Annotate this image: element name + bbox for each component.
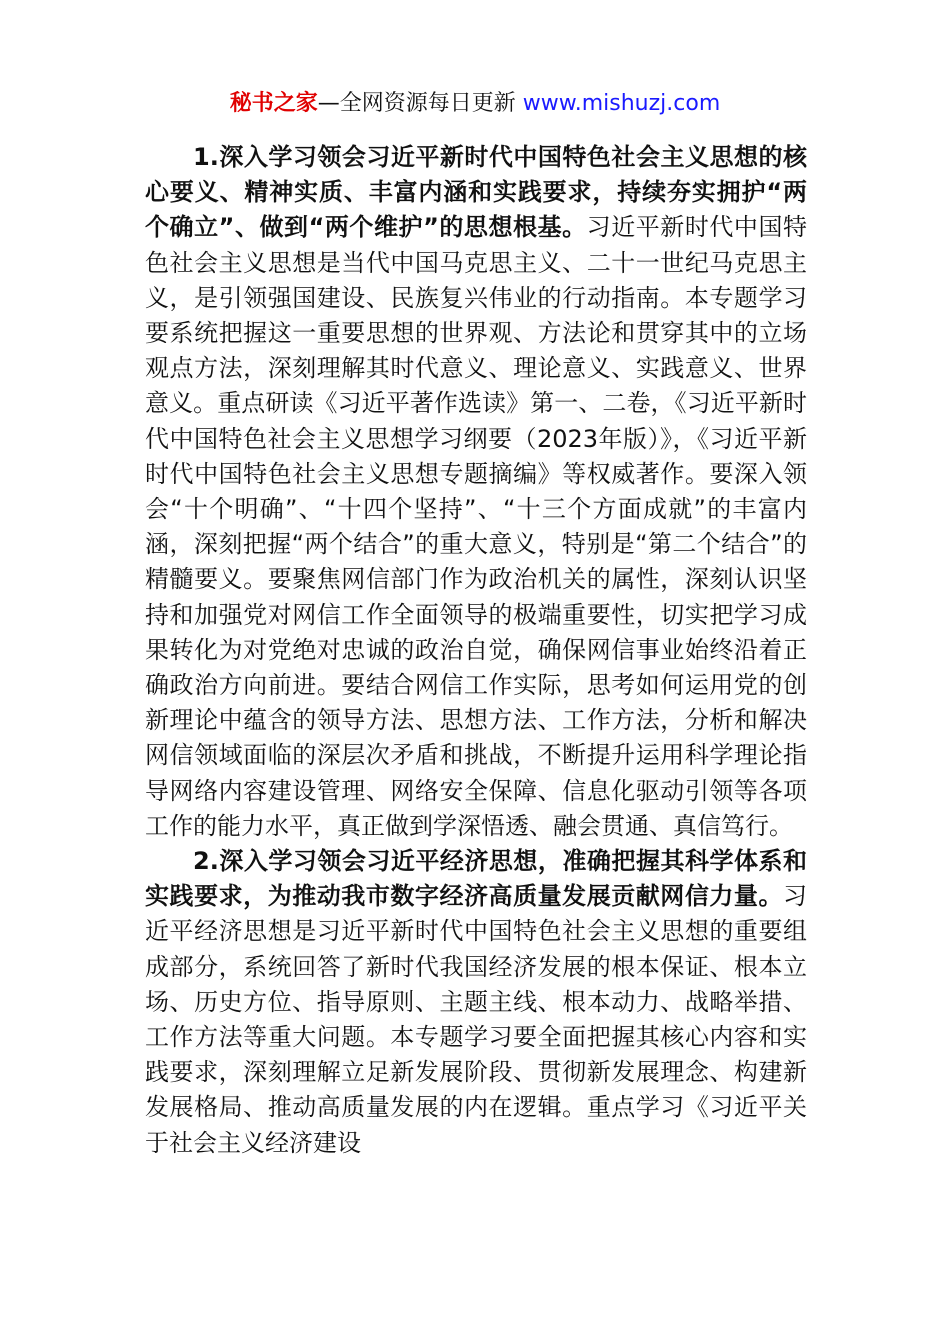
paragraph-1 — [145, 140, 807, 844]
paragraph-1-text: 习近平新时代中国特色社会主义思想是当代中国马克思主义、二十一世纪马克思主义，是引领强国建设、民族复兴伟业的行动指南。本专题学习要系统把握这一重要思想的世界观、方法论和贯穿其中的立场观点方法，深刻理解其时代意义、理论意义、实践意义、世界意义。重点研读《习近平著作选读》第一、二卷，《习近平新时代中国特色社会主义思想学习纲要（2023年版）》，《习近平新时代中国特色社会主义思想专题摘编》等权威著作。要深入领会“十个明确”、“十四个坚持”、“十三个方面成就”的丰富内涵，深刻把握“两个结合”的重大意义，特别是“第二个结合”的精髓要义。要聚焦网信部门作为政治机关的属性，深刻认识坚持和加强党对网信工作全面领导的极端重要性，切实把学习成果转化为对党绝对忠诚的政治自觉，确保网信事业始终沿着正确政治方向前进。要结合网信工作实际，思考如何运用党的创新理论中蕴含的领导方法、思想方法、工作方法，分析和解决网信领域面临的深层次矛盾和挑战，不断提升运用科学理论指导网络内容建设管理、网络安全保障、信息化驱动引领等各项工作的能力水平，真正做到学深悟透、融会贯通、真信笃行。 — [145, 213, 808, 840]
paragraph-2-heading: 2.深入学习领会习近平经济思想，准确把握其科学体系和实践要求，为推动我市数字经济高质量发展贡献网信力量。 — [145, 847, 807, 911]
paragraph-1-heading: 1.深入学习领会习近平新时代中国特色社会主义思想的核心要义、精神实质、丰富内涵和实践要求，持续夯实拥护“两个确立”、做到“两个维护”的思想根基。 — [145, 143, 807, 242]
paragraph-2 — [145, 844, 807, 1161]
page-header — [0, 88, 950, 120]
site-url[interactable]: www.mishuzj.com — [522, 91, 721, 116]
site-tagline: —全网资源每日更新 — [317, 91, 523, 116]
paragraph-2-text: 习近平经济思想是习近平新时代中国特色社会主义思想的重要组成部分，系统回答了新时代我国经济发展的根本保证、根本立场、历史方位、指导原则、主题主线、根本动力、战略举措、工作方法等重大问题。本专题学习要全面把握其核心内容和实践要求，深刻理解立足新发展阶段、贯彻新发展理念、构建新发展格局、推动高质量发展的内在逻辑。重点学习《习近平关于社会主义经济建设 — [145, 882, 807, 1157]
document-body — [145, 140, 807, 1161]
site-brand: 秘书之家 — [229, 91, 318, 116]
